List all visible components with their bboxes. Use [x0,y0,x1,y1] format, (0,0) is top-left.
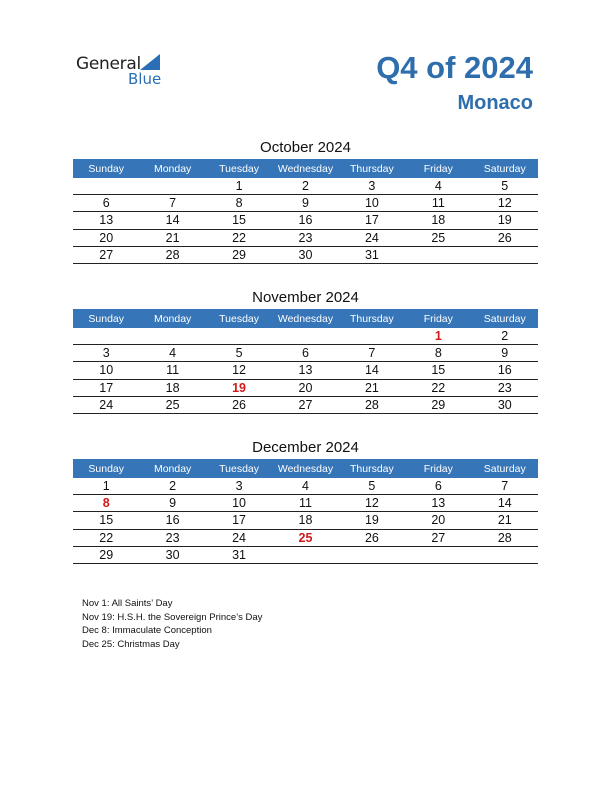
day-cell: 30 [272,246,338,263]
calendar-grid [73,309,538,414]
day-cell: 7 [472,478,538,495]
holiday-day-cell: 1 [405,328,471,345]
holiday-day-cell: 25 [272,529,338,546]
empty-day-cell [206,328,272,345]
weekday-header: Wednesday [272,309,338,328]
day-cell: 24 [339,229,405,246]
week-row [73,362,538,379]
day-cell: 17 [339,212,405,229]
day-cell: 11 [139,362,205,379]
week-row [73,178,538,195]
empty-day-cell [272,328,338,345]
day-cell: 14 [339,362,405,379]
weekday-header: Sunday [73,459,139,478]
weekday-header: Tuesday [206,159,272,178]
day-cell: 5 [339,478,405,495]
generalblue-logo [76,52,176,88]
day-cell: 29 [206,246,272,263]
day-cell: 2 [272,178,338,195]
day-cell: 19 [472,212,538,229]
holiday-note: Nov 1: All Saints’ Day [82,598,173,609]
weekday-header: Thursday [339,309,405,328]
day-cell: 8 [405,345,471,362]
day-cell: 24 [73,396,139,413]
week-row [73,379,538,396]
day-cell: 3 [339,178,405,195]
quarter-title: Q4 of 2024 [376,50,533,85]
day-cell: 25 [139,396,205,413]
weekday-header: Friday [405,459,471,478]
weekday-header: Wednesday [272,459,338,478]
day-cell: 27 [272,396,338,413]
day-cell: 26 [472,229,538,246]
day-cell: 15 [405,362,471,379]
week-row [73,546,538,563]
week-row [73,195,538,212]
week-row [73,396,538,413]
calendar-grid [73,459,538,564]
empty-day-cell [472,546,538,563]
weekday-header: Monday [139,309,205,328]
day-cell: 18 [272,512,338,529]
weekday-header: Thursday [339,459,405,478]
day-cell: 21 [139,229,205,246]
holiday-note: Nov 19: H.S.H. the Sovereign Prince’s Day [82,611,263,623]
day-cell: 31 [339,246,405,263]
holiday-day-cell: 19 [206,379,272,396]
empty-day-cell [272,546,338,563]
day-cell: 9 [139,495,205,512]
day-cell: 10 [339,195,405,212]
day-cell: 26 [206,396,272,413]
week-row [73,246,538,263]
weekday-header: Tuesday [206,459,272,478]
day-cell: 31 [206,546,272,563]
month-title: October 2024 [260,139,351,156]
logo-word-blue: Blue [128,70,162,88]
day-cell: 10 [73,362,139,379]
weekday-header: Saturday [472,309,538,328]
day-cell: 1 [206,178,272,195]
day-cell: 30 [139,546,205,563]
day-cell: 9 [472,345,538,362]
day-cell: 29 [73,546,139,563]
month-title: November 2024 [252,289,359,306]
day-cell: 7 [139,195,205,212]
weekday-header: Saturday [472,459,538,478]
day-cell: 4 [139,345,205,362]
day-cell: 4 [272,478,338,495]
day-cell: 6 [405,478,471,495]
empty-day-cell [73,328,139,345]
week-row [73,212,538,229]
day-cell: 17 [73,379,139,396]
empty-day-cell [339,328,405,345]
day-cell: 13 [405,495,471,512]
empty-day-cell [405,246,471,263]
day-cell: 15 [206,212,272,229]
weekday-header: Tuesday [206,309,272,328]
day-cell: 13 [272,362,338,379]
day-cell: 10 [206,495,272,512]
calendar-grid [73,159,538,264]
day-cell: 13 [73,212,139,229]
empty-day-cell [405,546,471,563]
empty-day-cell [139,328,205,345]
day-cell: 2 [472,328,538,345]
day-cell: 22 [73,529,139,546]
day-cell: 18 [405,212,471,229]
day-cell: 11 [272,495,338,512]
day-cell: 8 [206,195,272,212]
empty-day-cell [472,246,538,263]
holiday-note: Dec 25: Christmas Day [82,639,180,651]
month-title: December 2024 [252,439,359,456]
day-cell: 2 [139,478,205,495]
empty-day-cell [339,546,405,563]
day-cell: 16 [472,362,538,379]
day-cell: 14 [472,495,538,512]
week-row [73,345,538,362]
empty-day-cell [73,178,139,195]
day-cell: 22 [405,379,471,396]
day-cell: 20 [73,229,139,246]
day-cell: 5 [472,178,538,195]
week-row [73,478,538,495]
day-cell: 19 [339,512,405,529]
month-calendar [73,287,538,414]
day-cell: 28 [139,246,205,263]
weekday-header: Wednesday [272,159,338,178]
day-cell: 12 [339,495,405,512]
weekday-header: Friday [405,309,471,328]
day-cell: 15 [73,512,139,529]
day-cell: 3 [73,345,139,362]
day-cell: 23 [139,529,205,546]
month-calendar [73,137,538,264]
holiday-day-cell: 8 [73,495,139,512]
day-cell: 4 [405,178,471,195]
day-cell: 17 [206,512,272,529]
weekday-header: Friday [405,159,471,178]
holiday-note: Dec 8: Immaculate Conception [82,625,212,637]
day-cell: 9 [272,195,338,212]
holiday-notes [82,597,262,652]
week-row [73,529,538,546]
day-cell: 26 [339,529,405,546]
logo-flag-icon [140,54,160,70]
day-cell: 23 [472,379,538,396]
weekday-header: Sunday [73,159,139,178]
day-cell: 1 [73,478,139,495]
day-cell: 21 [339,379,405,396]
day-cell: 29 [405,396,471,413]
day-cell: 7 [339,345,405,362]
day-cell: 11 [405,195,471,212]
day-cell: 24 [206,529,272,546]
day-cell: 5 [206,345,272,362]
day-cell: 3 [206,478,272,495]
day-cell: 12 [472,195,538,212]
weekday-header: Thursday [339,159,405,178]
weekday-header: Saturday [472,159,538,178]
week-row [73,512,538,529]
day-cell: 30 [472,396,538,413]
weekday-header-row [73,309,538,328]
day-cell: 14 [139,212,205,229]
month-calendar [73,437,538,564]
weekday-header: Monday [139,159,205,178]
country-name: Monaco [457,92,533,114]
logo-word-general: General [76,54,141,74]
day-cell: 12 [206,362,272,379]
day-cell: 6 [272,345,338,362]
week-row [73,328,538,345]
day-cell: 20 [405,512,471,529]
day-cell: 22 [206,229,272,246]
day-cell: 18 [139,379,205,396]
empty-day-cell [139,178,205,195]
day-cell: 27 [405,529,471,546]
day-cell: 27 [73,246,139,263]
week-row [73,229,538,246]
weekday-header-row [73,159,538,178]
week-row [73,495,538,512]
weekday-header-row [73,459,538,478]
day-cell: 28 [472,529,538,546]
day-cell: 28 [339,396,405,413]
day-cell: 16 [272,212,338,229]
day-cell: 20 [272,379,338,396]
day-cell: 25 [405,229,471,246]
day-cell: 21 [472,512,538,529]
day-cell: 16 [139,512,205,529]
day-cell: 23 [272,229,338,246]
weekday-header: Sunday [73,309,139,328]
weekday-header: Monday [139,459,205,478]
day-cell: 6 [73,195,139,212]
